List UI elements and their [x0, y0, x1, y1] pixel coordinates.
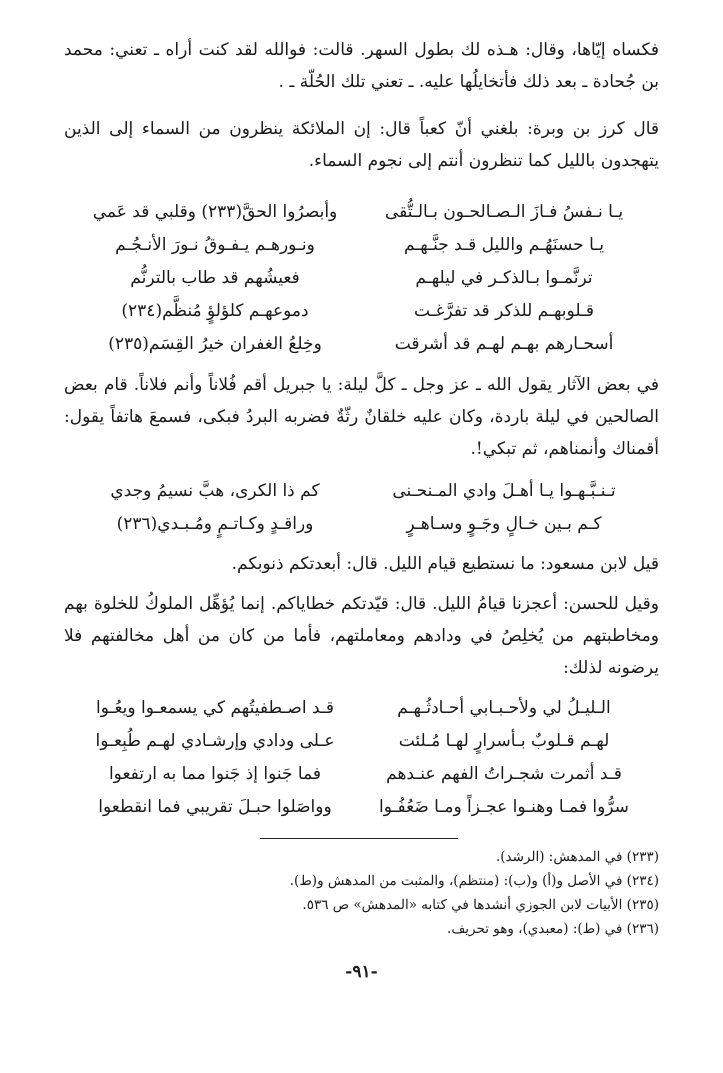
verse-row [80, 692, 639, 725]
verse-second-hemistich: وواصَلوا حبـلَ تقريبي فما انقطعوا [98, 797, 332, 817]
paragraph-3: في بعض الآثار يقول الله ـ عز وجل ـ كلَّ ليلة: يا جبريل أقم فُلاناً وأنم فلاناً. قام بعض الصالحين في ليلة باردة، وكان عليه خلقانٌ رثّةٌ فضربه البردُ فبكى، فسمعَ هاتفاً يقول: أقمناك وأنمناهم، ثم تبكي!. [64, 375, 659, 459]
footnote: (٢٣٣) في المدهش: (الرشد). [495, 849, 659, 865]
paragraph-4: قيل لابن مسعود: ما نستطيع قيام الليل. قال: أبعدتكم ذنوبكم. [231, 554, 659, 574]
paragraph-2: قال كرز بن وبرة: بلغني أنّ كعباً قال: إن الملائكة ينظرون من السماء إلى الذين يتهجدون بالليل كما تنظرون أنتم إلى نجوم السماء. [64, 119, 659, 171]
poem-1 [80, 196, 639, 361]
verse-first-hemistich: ترنَّمـوا بـالذكـر في ليلهـم [415, 268, 593, 288]
paragraph-5: وقيل للحسن: أعجزنا قيامُ الليل. قال: قيّدتكم خطاياكم. إنما يُؤهِّل الملوكُ للخلوة بهم ومخاطبتهم من يُخلِصُ في ودادهم ومعاملتهم، فأما من كان من أهل مخالفتهم فلا يرضونه لذلك: [64, 594, 659, 678]
paragraph-1: فكساه إيّاها، وقال: هـذه لك بطول السهر. قالت: فوالله لقد كنت أراه ـ تعني: محمد بن جُحادة ـ بعد ذلك فأتخايلُها عليه. ـ تعني تلك الحُلّة ـ . [64, 40, 659, 92]
verse-row [80, 725, 639, 758]
verse-first-hemistich: كـم بـين خـالٍ وجَـوٍ وسـاهـرٍ [406, 514, 602, 534]
verse-first-hemistich: تـنـبَّـهـوا يـا أهـلَ وادي المـنحـنى [392, 481, 616, 501]
verse-second-hemistich: دموعهـم كلؤلؤٍ مُنظَّم(٢٣٤) [121, 301, 309, 321]
verse-second-hemistich: وأبصرُوا الحقَّ(٢٣٣) وقلبي قد عَمي [92, 202, 338, 222]
verse-second-hemistich: كم ذا الكرى، هبَّ نسيمُ وجدي [110, 481, 320, 501]
verse-second-hemistich: وراقـدٍ وكـاتـمٍ ومُـبـدي(٢٣٦) [116, 514, 314, 534]
verse-first-hemistich: قـلوبهـم للذكر قد تفرَّغـت [413, 301, 595, 321]
verse-row [80, 508, 639, 541]
page-number: -٩١- [345, 962, 378, 982]
verse-second-hemistich: وخِلعُ الغفران خيرُ القِسَم(٢٣٥) [108, 334, 322, 354]
footnote: (٢٣٦) في (ط): (معبدي)، وهو تحريف. [447, 921, 659, 937]
verse-second-hemistich: ونـورهـم يـفـوقُ نـورَ الأنـجُـم [115, 235, 315, 255]
verse-first-hemistich: يـا نـفسُ فـازَ الـصـالحـون بـالـتُّقى [384, 202, 624, 222]
verse-second-hemistich: فعيشُهم قد طاب بالترنُّم [130, 268, 300, 288]
footnote: (٢٣٤) في الأصل و(أ) و(ب): (منتظم)، والمثبت من المدهش و(ط). [289, 873, 659, 889]
verse-first-hemistich: الـليـلُ لي ولأحـبـابي أحـادثُـهـم [397, 698, 611, 718]
footnotes [120, 845, 659, 941]
verse-first-hemistich: سرُّوا فمـا وهنـوا عجـزاً ومـا ضَعُفُـوا [379, 797, 629, 817]
verse-row [80, 196, 639, 229]
verse-row [80, 229, 639, 262]
verse-row [80, 475, 639, 508]
verse-second-hemistich: قـد اصـطفيتُهم كي يسمعـوا ويعُـوا [95, 698, 335, 718]
footnote-divider [260, 838, 458, 839]
verse-second-hemistich: عـلى ودادي وإرشـادي لهـم طُبِعـوا [95, 731, 335, 751]
verse-row [80, 328, 639, 361]
verse-row [80, 295, 639, 328]
verse-first-hemistich: يـا حسنَهُـم والليل قـد جنَّـهـم [404, 235, 604, 255]
poem-3 [80, 692, 639, 824]
poem-2 [80, 475, 639, 541]
verse-row [80, 758, 639, 791]
verse-first-hemistich: لهـم قـلوبٌ بـأسرارٍ لهـا مُـلئت [398, 731, 610, 751]
footnote: (٢٣٥) الأبيات لابن الجوزي أنشدها في كتابه «المدهش» ص ٥٣٦. [302, 897, 659, 913]
verse-row [80, 791, 639, 824]
verse-row [80, 262, 639, 295]
verse-first-hemistich: أسحـارهم بهـم لهـم قد أشرقت [394, 334, 614, 354]
verse-first-hemistich: قـد أثمرت شجـراتُ الفهم عنـدهم [386, 764, 622, 784]
verse-second-hemistich: فما جَنوا إذ جَنوا مما به ارتفعوا [108, 764, 322, 784]
